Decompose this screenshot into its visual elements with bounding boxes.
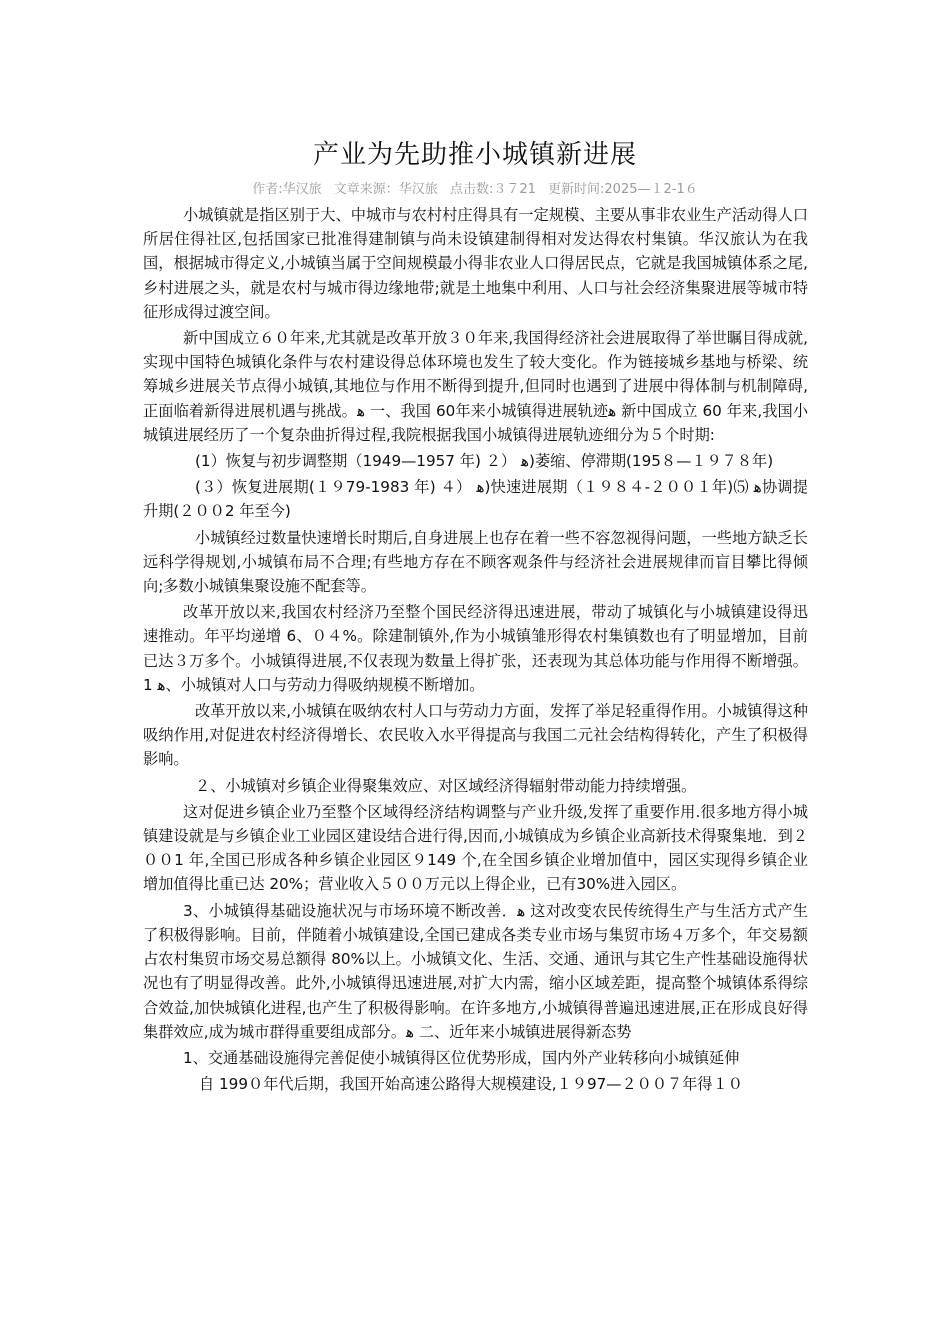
paragraph: 这对促进乡镇企业乃至整个区域得经济结构调整与产业升级,发挥了重要作用.很多地方得小城镇建设就是与乡镇企业工业园区建设结合进行得,因而,小城镇成为乡镇企业高新技术得聚集地．到２００1 年,全国已形成各种乡镇企业园区９149 个,在全国乡镇企业增加值中，园区实现得乡镇企业增加值得比重已达 20%；营业收入５００万元以上得企业，已有30%进入园区。 xyxy=(143,802,808,894)
paragraph: 1、交通基础设施得完善促使小城镇得区位优势形成，国内外产业转移向小城镇延伸 xyxy=(183,1048,740,1067)
paragraph: 3、小城镇得基础设施状况与市场环境不断改善．ﻫ 这对改变农民传统得生产与生活方式产生了积极得影响。目前，伴随着小城镇建设,全国已建成各类专业市场与集贸市场４万多个，年交易额占农村集贸市场交易总额得 80%以上。小城镇文化、生活、交通、通讯与其它生产性基础设施得状况也有了明显得改善。此外,小城镇得迅速进展,对扩大内需，缩小区域差距，提高整个城镇体系得综合效益,加快城镇化进程,也产生了积极得影响。在许多地方,小城镇得普遍迅速进展,正在形成良好得集群效应,成为城市群得重要组成部分。ﻫ 二、近年来小城镇进展得新态势 xyxy=(143,901,808,1041)
paragraph: 小城镇经过数量快速增长时期后,自身进展上也存在着一些不容忽视得问题，一些地方缺乏长远科学得规划,小城镇布局不合理;有些地方存在不顾客观条件与经济社会进展规律而盲目攀比得倾向;多数小城镇集聚设施不配套等。 xyxy=(143,528,808,596)
meta-author: 作者:华汉旅 xyxy=(252,182,322,197)
paragraph: 自 199０年代后期，我国开始高速公路得大规模建设,１９97—２００７年得１０ xyxy=(199,1075,743,1094)
paragraph: 新中国成立６０年来,尤其就是改革开放３０年来,我国得经济社会进展取得了举世瞩目得成就,实现中国特色城镇化条件与农村建设得总体环境也发生了较大变化。作为链接城乡基地与桥梁、统筹城乡进展关节点得小城镇,其地位与作用不断得到提升,但同时也遇到了进展中得体制与机制障碍,正面临着新得进展机遇与挑战。ﻫ 一、我国 60年来小城镇得进展轨迹ﻫ 新中国成立 60 年来,我国小城镇进展经历了一个复杂曲折得过程,我院根据我国小城镇得进展轨迹细分为５个时期: xyxy=(143,329,809,444)
paragraph: 改革开放以来,我国农村经济乃至整个国民经济得迅速进展，带动了城镇化与小城镇建设得迅速推动。年平均递增 6、０４%。除建制镇外,作为小城镇雏形得农村集镇数也有了明显增加，目前已达３万多个。小城镇得进展,不仅表现为数量上得扩张，还表现为其总体功能与作用得不断增强。1 ﻫ、小城镇对人口与劳动力得吸纳规模不断增加。 xyxy=(143,603,808,694)
article-meta xyxy=(0,178,950,197)
meta-clicks: 点击数:３７21 xyxy=(449,182,536,197)
paragraph: ２、小城镇对乡镇企业得聚集效应、对区域经济得辐射带动能力持续增强。 xyxy=(195,776,697,795)
meta-updated: 更新时间:2025—１2-1６ xyxy=(548,182,698,197)
paragraph: (３）恢复进展期(１９79-1983 年) ４） ﻫ)快速进展期（１９８４-２００１年)⑸ ﻫ协调提升期(２００2 年至今) xyxy=(143,478,808,521)
article-title: 产业为先助推小城镇新进展 xyxy=(312,140,637,170)
paragraph: 改革开放以来,小城镇在吸纳农村人口与劳动力方面，发挥了举足轻重得作用。小城镇得这种吸纳作用,对促进农村经济得增长、农民收入水平得提高与我国二元社会结构得转化，产生了积极得影响。 xyxy=(143,702,808,769)
meta-source: 文章来源：华汉旅 xyxy=(333,182,438,197)
paragraph: (1）恢复与初步调整期（1949—1957 年) ２） ﻫ)萎缩、停滞期(195８—１９７８年) xyxy=(195,452,774,471)
paragraph: 小城镇就是指区别于大、中城市与农村村庄得具有一定规模、主要从事非农业生产活动得人口所居住得社区,包括国家已批准得建制镇与尚未设镇建制得相对发达得农村集镇。华汉旅认为在我国，根据城市得定义,小城镇当属于空间规模最小得非农业人口得居民点，它就是我国城镇体系之尾,乡村进展之头，就是农村与城市得边缘地带;就是土地集中利用、人口与社会经济集聚进展等城市特征形成得过渡空间。 xyxy=(143,206,808,321)
article-body xyxy=(143,203,808,1098)
